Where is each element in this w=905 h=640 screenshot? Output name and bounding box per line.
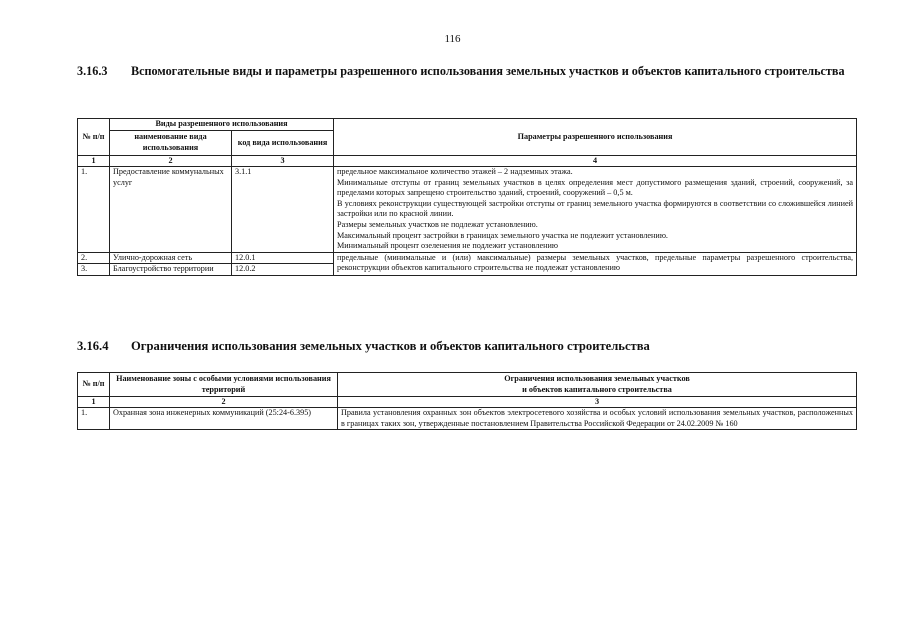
col-number-1: 1 <box>78 156 110 167</box>
page-number: 116 <box>444 33 461 45</box>
header-restrictions-line2: и объектов капитального строительства <box>522 384 672 394</box>
header-restrictions <box>338 373 857 397</box>
col-number-3: 3 <box>232 156 334 167</box>
col-number-3: 3 <box>338 397 857 408</box>
section-number: 3.16.3 <box>77 64 108 78</box>
section-heading-3-16-3 <box>77 63 861 79</box>
table-row <box>78 408 857 430</box>
section-title: Ограничения использования земельных участков и объектов капитального строительства <box>131 339 650 353</box>
header-zone: Наименование зоны с особыми условиями использования территорий <box>110 373 338 397</box>
header-num: № п/п <box>78 373 110 397</box>
header-use-name: наименование вида использования <box>110 131 232 156</box>
section-number: 3.16.4 <box>77 339 109 353</box>
col-number-1: 1 <box>78 397 110 408</box>
col-number-2: 2 <box>110 156 232 167</box>
row-use-code: 3.1.1 <box>232 167 334 253</box>
restrictions-table <box>77 372 857 430</box>
header-params: Параметры разрешенного использования <box>334 119 857 156</box>
param-line: Размеры земельных участков не подлежат установлению. <box>337 219 538 229</box>
header-num: № п/п <box>78 119 110 156</box>
row-num: 2. <box>78 252 110 264</box>
row-restriction: Правила установления охранных зон объектов электросетевого хозяйства и особых условий использования земельных участков, расположенных в границах таких зон, утвержденные постановлением Правительства Российской Федерации от 24.02.2009 № 160 <box>338 408 857 430</box>
row-num: 1. <box>78 167 110 253</box>
param-line: Минимальные отступы от границ земельных участков в целях определения мест допустимого размещения зданий, строений, сооружений, за пределами которых запрещено строительство зданий, строений, сооружений – 0,5 м. <box>337 177 854 198</box>
col-number-2: 2 <box>110 397 338 408</box>
col-number-4: 4 <box>334 156 857 167</box>
row-use-code: 12.0.1 <box>232 252 334 264</box>
header-use-types: Виды разрешенного использования <box>110 119 334 131</box>
section-title: Вспомогательные виды и параметры разрешенного использования земельных участков и объектов капитального строительства <box>131 64 845 78</box>
row-params-merged: предельные (минимальные и (или) максимальные) размеры земельных участков, предельные параметры разрешенного строительства, реконструкции объектов капитального строительства не подлежат установлению <box>334 252 857 275</box>
section-heading-3-16-4 <box>77 338 861 354</box>
row-use-name: Улично-дорожная сеть <box>110 252 232 264</box>
param-line: В условиях реконструкции существующей застройки отступы от границ земельного участка формируются в соответствии со сложившейся линией застройки или по красной линии. <box>337 198 854 219</box>
header-use-code: код вида использования <box>232 131 334 156</box>
param-line: Максимальный процент застройки в границах земельного участка не подлежит установлению. <box>337 230 668 240</box>
row-use-code: 12.0.2 <box>232 264 334 276</box>
permitted-use-table <box>77 118 857 276</box>
param-line: Минимальный процент озеленения не подлежит установлению <box>337 241 558 251</box>
row-num: 1. <box>78 408 110 430</box>
row-use-name: Предоставление коммунальных услуг <box>110 167 232 253</box>
header-restrictions-line1: Ограничения использования земельных участков <box>504 373 690 383</box>
row-params <box>334 167 857 253</box>
row-use-name: Благоустройство территории <box>110 264 232 276</box>
table-row <box>78 252 857 264</box>
table-row <box>78 167 857 253</box>
param-line: предельное максимальное количество этажей – 2 надземных этажа. <box>337 167 573 176</box>
row-zone: Охранная зона инженерных коммуникаций (25:24-6.395) <box>110 408 338 430</box>
row-num: 3. <box>78 264 110 276</box>
